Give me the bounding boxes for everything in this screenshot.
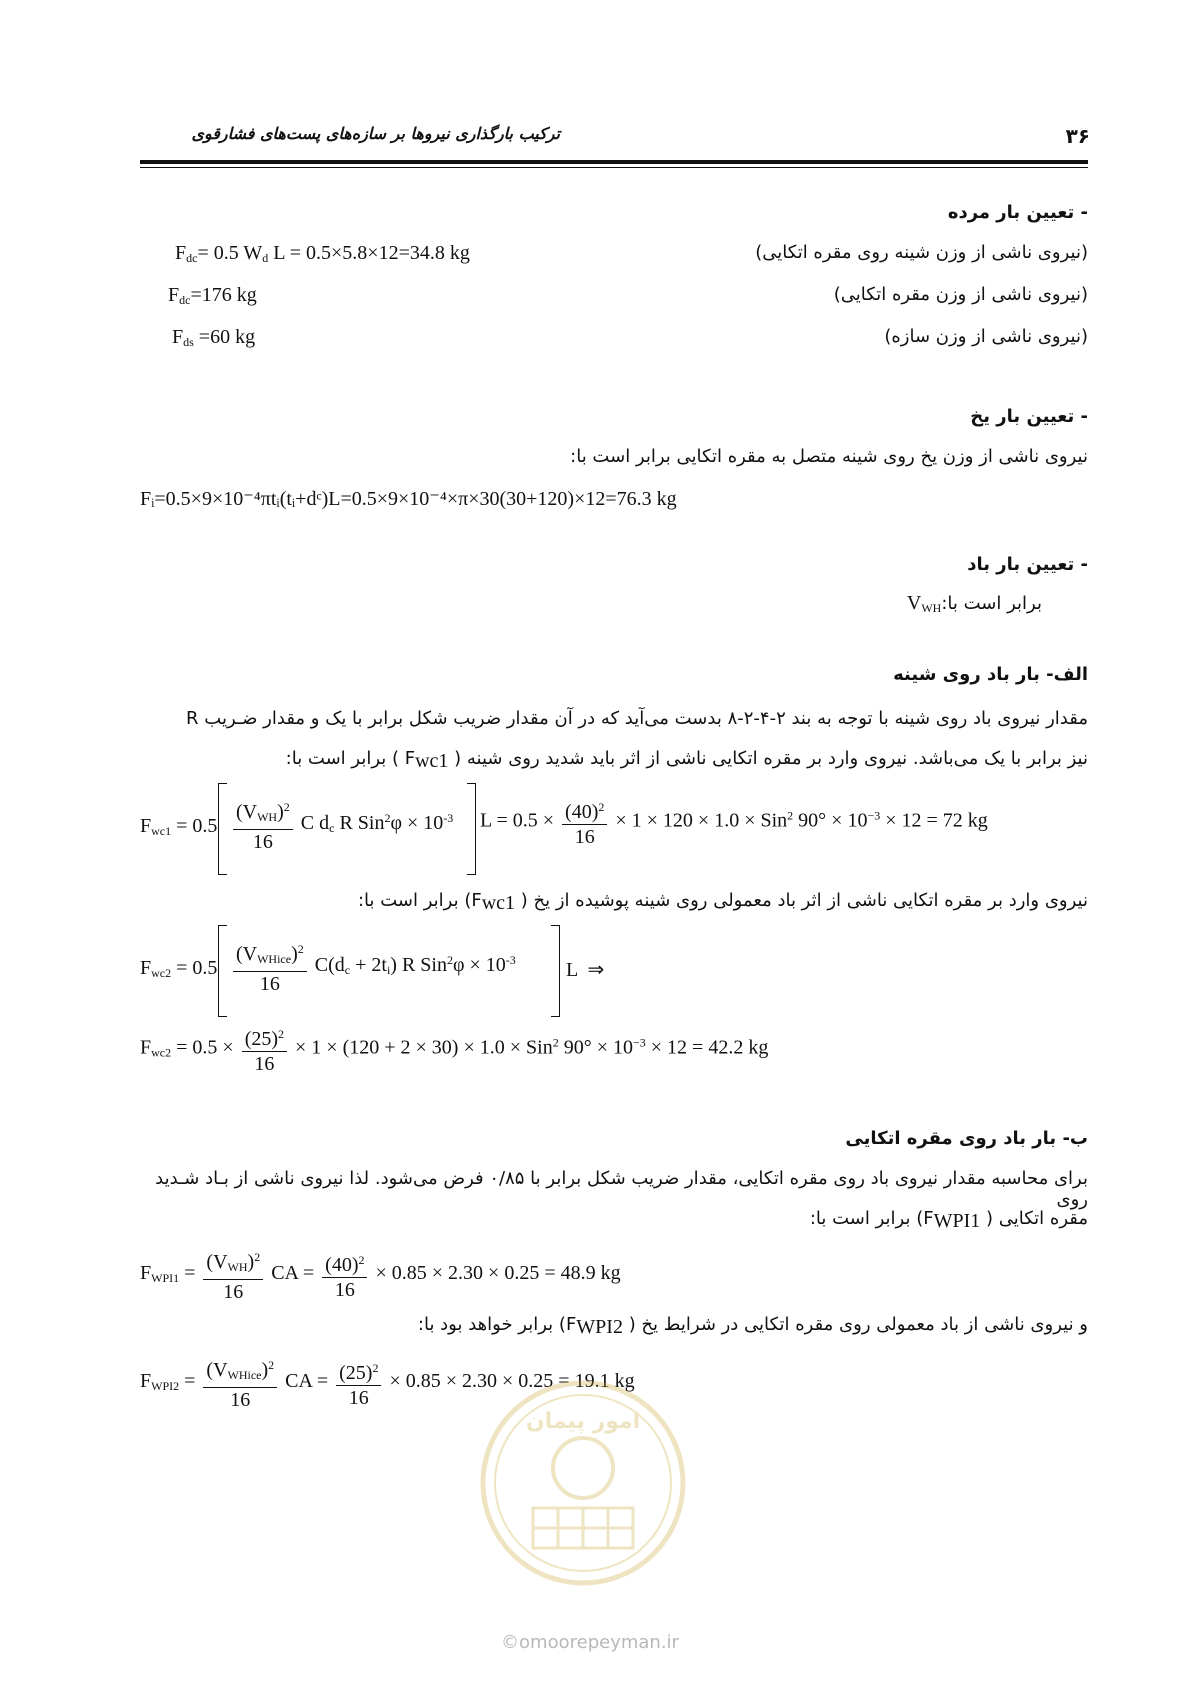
eq-fwc1-lhs: $F_{wc1} = 0.5$ <box>140 815 218 838</box>
eq-fwc2-bracket-right <box>551 925 560 1017</box>
dead-load-label-2: (نیروی ناشی از وزن مقره اتکایی) <box>833 284 1088 305</box>
copyright-icon: © <box>501 1632 520 1653</box>
page-number: ۳۶ <box>1065 124 1090 148</box>
running-title: ترکیب بارگذاری نیروها بر سازه‌های پست‌های فشارقوی <box>191 124 560 143</box>
busbar-wind-heading: الف- بار باد روی شینه <box>893 664 1088 685</box>
ice-load-formula: Fᵢ=0.5×9×10⁻⁴πtᵢ(tᵢ+dᶜ)L=0.5×9×10⁻⁴×π×30(30+120)×12=76.3 kg <box>140 488 677 510</box>
busbar-wind-para-3: نیروی وارد بر مقره اتکایی ناشی از اثر باد معمولی روی شینه پوشیده از یخ ( $F_{wc1}$) برابر است با: <box>357 890 1088 914</box>
svg-text:امور پیمان: امور پیمان <box>525 1409 641 1434</box>
busbar-wind-para-2: نیز برابر با یک می‌باشد. نیروی وارد بر مقره اتکایی ناشی از اثر باید شدید روی شینه ( $F_{wc1}$ ) برابر است با: <box>285 748 1088 772</box>
watermark-seal-icon <box>478 1378 688 1588</box>
eq-fwc2-lhs: $F_{wc2} = 0.5$ <box>140 957 218 980</box>
ice-load-heading: - تعیین بار یخ <box>970 406 1088 427</box>
header-rule-thick <box>140 160 1088 164</box>
insulator-wind-heading: ب- بار باد روی مقره اتکایی <box>845 1128 1088 1149</box>
header-rule-thin <box>140 167 1088 168</box>
watermark-site: ©omoorepeyman.ir <box>501 1632 679 1653</box>
eq-fwc1-rhs: L = 0.5 × $\frac{(40)^2}{16}$ × 1 × 120 × 1.0 × Sin$^2$ $90^\circ \times 10^{-3} \times 12 = 72$ kg <box>480 795 988 849</box>
dead-load-formula-1: $F_{dc}= 0.5$ $W_d$ L = 0.5×5.8×12=34.8 kg <box>175 242 470 265</box>
dead-load-formula-2: $F_{dc}=176$ kg <box>168 284 257 307</box>
dead-load-label-3: (نیروی ناشی از وزن سازه) <box>884 326 1088 347</box>
wind-load-heading: - تعیین بار باد <box>967 554 1088 575</box>
eq-fwc2-inner: $\frac{(V_{WHice})^2}{16}$ $C(d_c + 2t_i)$ R $Sin^2\varphi \times 10^{-3}$ <box>230 937 516 996</box>
ice-load-text: نیروی ناشی از وزن یخ روی شینه متصل به مقره اتکایی برابر است با: <box>570 446 1088 467</box>
eq-fwc1-bracket-right <box>467 783 476 875</box>
dead-load-label-1: (نیروی ناشی از وزن شینه روی مقره اتکایی) <box>755 242 1088 263</box>
busbar-wind-para-1: مقدار نیروی باد روی شینه با توجه به بند ۲-۴-۲-۸ بدست می‌آید که در آن مقدار ضریب شکل برابر با یک و مقدار ضـریب R <box>186 708 1088 729</box>
eq-fwpi2: $F_{WPI2}$ = $\frac{(V_{WHice})^2}{16}$ CA = $\frac{(25)^2}{16}$ × 0.85 × 2.30 × 0.25 = 19.1 kg <box>140 1353 635 1412</box>
eq-fwc2-bracket-left <box>218 925 227 1017</box>
dead-load-heading: - تعیین بار مرده <box>947 202 1088 223</box>
insulator-wind-para-3: و نیروی ناشی از باد معمولی روی مقره اتکایی در شرایط یخ ( $F_{WPI2}$) برابر خواهد بود با: <box>417 1314 1088 1338</box>
insulator-wind-para-2: مقره اتکایی ( $F_{WPI1}$) برابر است با: <box>809 1208 1088 1232</box>
eq-fwpi1: $F_{WPI1}$ = $\frac{(V_{WH})^2}{16}$ CA = $\frac{(40)^2}{16}$ × 0.85 × 2.30 × 0.25 = 48.9 kg <box>140 1245 621 1304</box>
eq-fwc1-inner: $\frac{(V_{WH})^2}{16}$ C $d_c$ R $Sin^2\varphi \times 10^{-3}$ <box>230 795 453 854</box>
eq-fwc2-implies: L ⇒ <box>566 959 605 981</box>
eq-fwc1-bracket-left <box>218 783 227 875</box>
eq-fwc2-numeric: $F_{wc2} = 0.5$ × $\frac{(25)^2}{16}$ × 1 × (120 + 2 × 30) × 1.0 × Sin$^2$ $90^\circ \times 10^{-3} \times 12 = 42.2$ kg <box>140 1022 768 1076</box>
insulator-wind-para-1: برای محاسبه مقدار نیروی باد روی مقره اتکایی، مقدار ضریب شکل برابر با ۰/۸۵ فرض می‌شود. لذا نیروی ناشی از بـاد شـدید روی <box>155 1168 1088 1210</box>
dead-load-formula-3: $F_{ds} =60$ kg <box>172 326 256 349</box>
wind-speed-line: برابر است $با:V_{WH}$ <box>906 592 1042 615</box>
